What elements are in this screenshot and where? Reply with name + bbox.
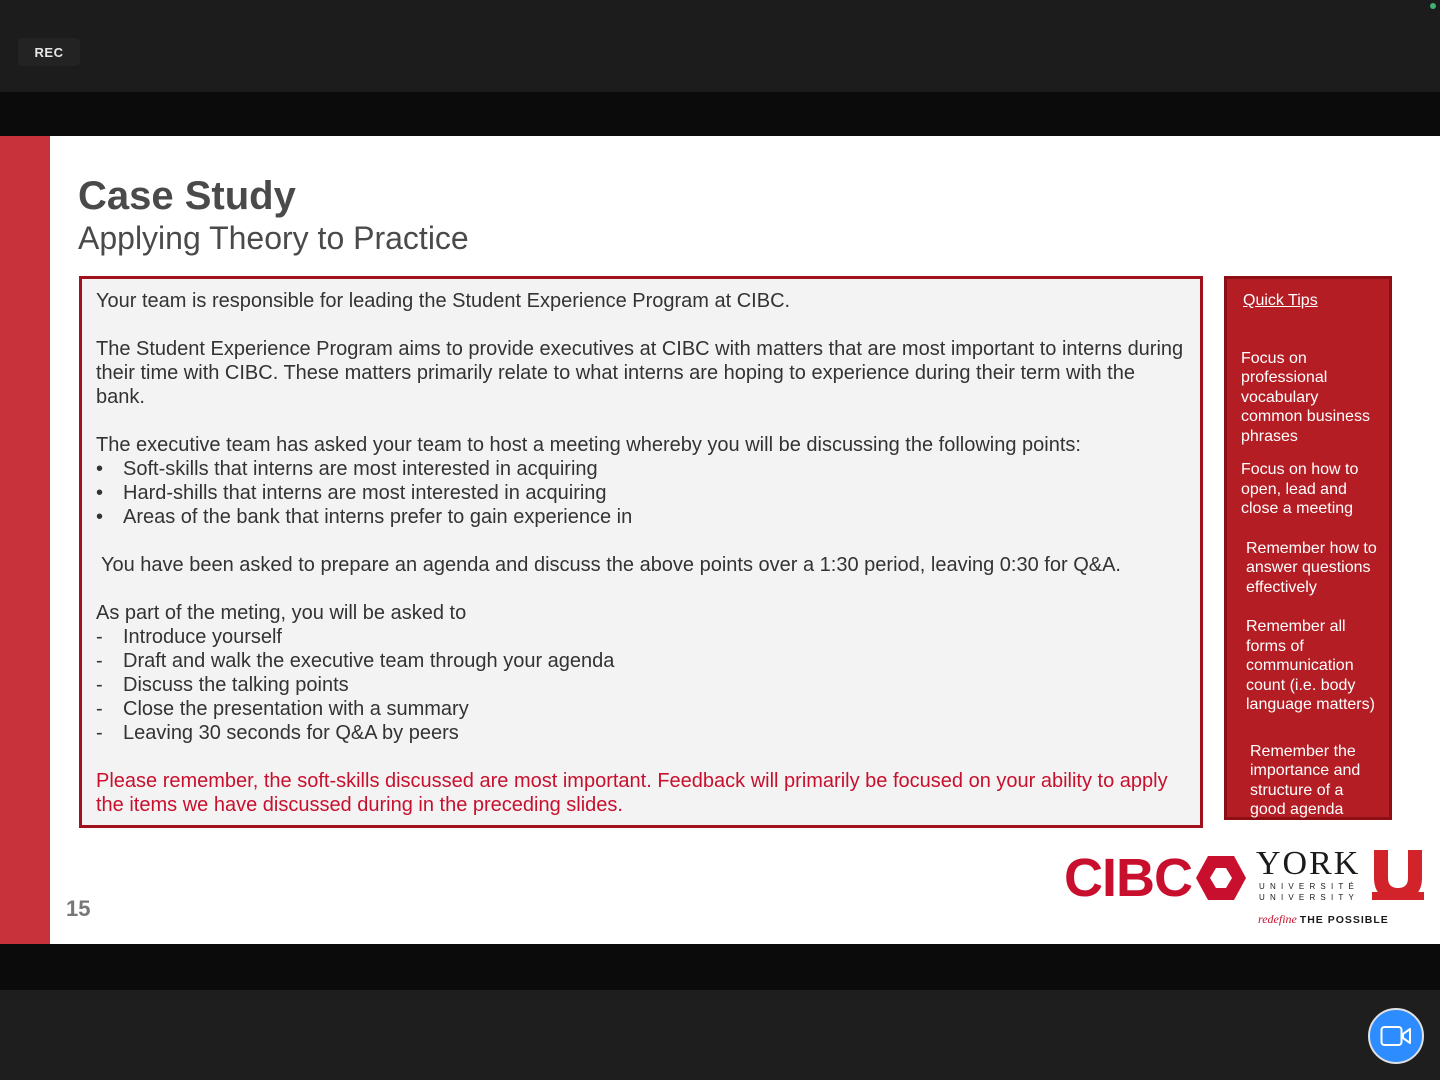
list-item	[96, 457, 1186, 481]
meeting-task: Introduce yourself	[123, 626, 282, 648]
slide-page-number: 15	[66, 896, 91, 921]
list-item	[96, 505, 1186, 529]
meeting-task: Draft and walk the executive team through your agenda	[123, 650, 615, 672]
bullet-marker: •	[96, 506, 104, 528]
york-university-logo	[1256, 844, 1424, 936]
video-camera-icon	[1380, 1025, 1412, 1047]
list-item	[96, 673, 1186, 697]
bullet-marker: •	[96, 482, 104, 504]
list-item	[96, 697, 1186, 721]
list-item	[96, 481, 1186, 505]
york-tagline-redefine: redefine	[1258, 912, 1297, 926]
top-toolbar	[0, 0, 1440, 92]
quick-tip: Focus on how to open, lead and close a meeting	[1241, 461, 1359, 517]
list-item	[96, 625, 1186, 649]
recording-indicator[interactable]: REC	[18, 38, 80, 66]
letterbox-top	[0, 92, 1440, 136]
list-item	[96, 649, 1186, 673]
slide-red-rail	[0, 136, 50, 944]
meeting-tasks-list	[96, 625, 1186, 745]
bottom-toolbar	[0, 990, 1440, 1080]
quick-tip: Remember all forms of communication count (i.e. body language matters)	[1246, 618, 1375, 713]
york-logo-text: YORK	[1256, 845, 1361, 882]
dash-marker: -	[96, 722, 103, 744]
meeting-task: Leaving 30 seconds for Q&A by peers	[123, 722, 459, 744]
case-description-box	[79, 276, 1203, 828]
video-camera-button[interactable]	[1368, 1008, 1424, 1064]
letterbox-bottom	[0, 944, 1440, 990]
meeting-task: Discuss the talking points	[123, 674, 349, 696]
cibc-logo	[1064, 848, 1248, 908]
meeting-intro: As part of the meting, you will be asked to	[96, 602, 467, 624]
slide-subtitle: Applying Theory to Practice	[78, 220, 469, 256]
quick-tip: Focus on professional vocabulary common business phrases	[1241, 349, 1370, 445]
reminder-text: Please remember, the soft-skills discussed are most important. Feedback will primarily be focused on your ability to apply the items we have discussed during in the preceding slides.	[96, 770, 1168, 816]
quick-tips-title: Quick Tips	[1243, 292, 1318, 309]
dash-marker: -	[96, 674, 103, 696]
intro-text: Your team is responsible for leading the Student Experience Program at CIBC.	[96, 290, 791, 312]
cibc-chevron-icon	[1194, 854, 1248, 902]
program-description: The Student Experience Program aims to provide executives at CIBC with matters that are most important to interns during their time with CIBC. These matters primarily relate to what interns are hoping to experience during their term with the bank.	[96, 338, 1184, 408]
cibc-logo-text: CIBC	[1064, 848, 1192, 908]
york-logo-line-fr: UNIVERSITÉ	[1259, 882, 1360, 891]
meeting-task: Close the presentation with a summary	[123, 698, 469, 720]
york-tagline-possible: THE POSSIBLE	[1299, 914, 1389, 926]
dash-marker: -	[96, 650, 103, 672]
quick-tip: Remember how to answer questions effectively	[1246, 539, 1377, 596]
york-logo-line-en: UNIVERSITY	[1259, 893, 1360, 902]
discussion-point: Hard-shills that interns are most interested in acquiring	[123, 482, 607, 504]
quick-tips-panel	[1224, 276, 1392, 820]
dash-marker: -	[96, 626, 103, 648]
list-item	[96, 721, 1186, 745]
york-tagline	[1258, 912, 1389, 927]
discussion-points-list	[96, 457, 1186, 529]
york-u-icon	[1372, 848, 1424, 900]
slide-title: Case Study	[78, 174, 296, 218]
status-dot	[1430, 3, 1436, 9]
shared-slide	[0, 136, 1440, 944]
discussion-point: Soft-skills that interns are most interested in acquiring	[123, 458, 598, 480]
agenda-note: You have been asked to prepare an agenda and discuss the above points over a 1:30 period, leaving 0:30 for Q&A.	[101, 554, 1121, 576]
dash-marker: -	[96, 698, 103, 720]
discussion-point: Areas of the bank that interns prefer to gain experience in	[123, 506, 633, 528]
quick-tip: Remember the importance and structure of a good agenda	[1250, 742, 1361, 818]
bullet-marker: •	[96, 458, 104, 480]
executive-request: The executive team has asked your team to host a meeting whereby you will be discussing the following points:	[96, 434, 1081, 456]
